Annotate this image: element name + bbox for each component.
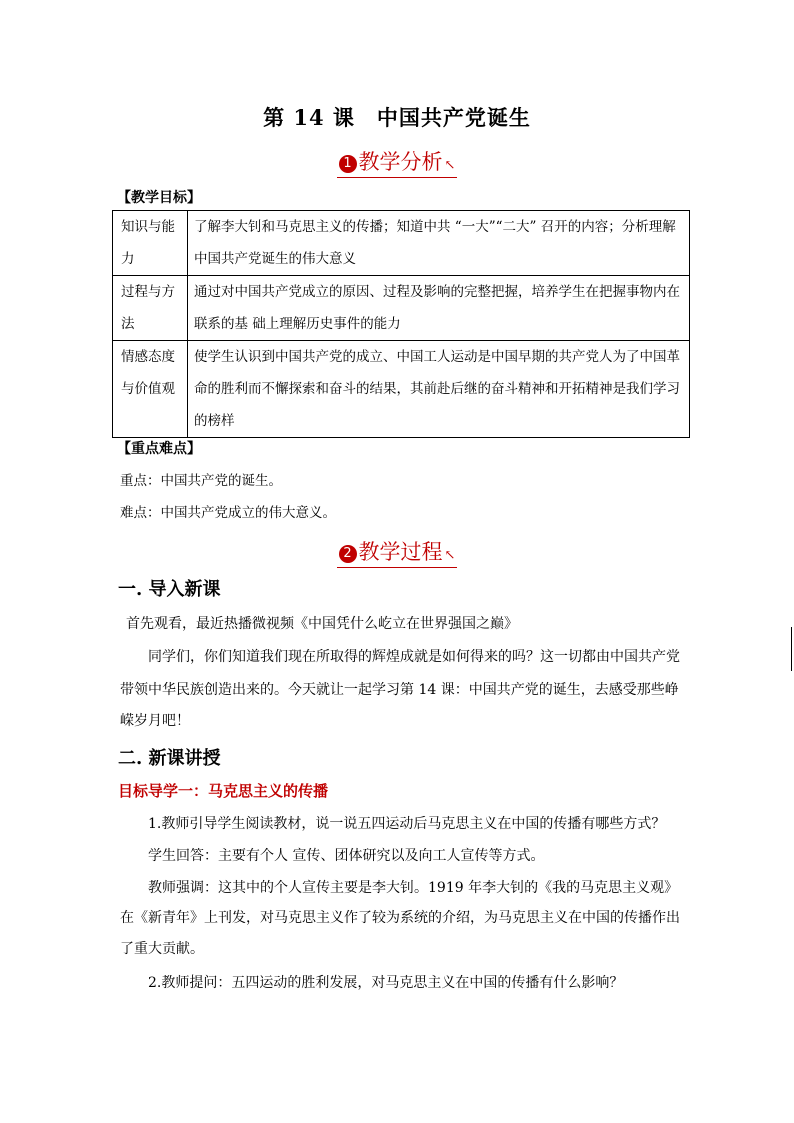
paragraph: 在《新青年》上刊发，对马克思主义作了较为系统的介绍，为马克思主义在中国的传播作出 [120, 910, 680, 926]
number-badge-2: 2 [339, 545, 357, 563]
paragraph: 2.教师提问：五四运动的胜利发展，对马克思主义在中国的传播有什么影响？ [148, 975, 624, 991]
row-value: 了解李大钊和马克思主义的传播；知道中共 “一大”“二大” 召开的内容；分析理解中国共产党诞生的伟大意义 [188, 211, 690, 276]
paragraph: 1.教师引导学生阅读教材，说一说五四运动后马克思主义在中国的传播有哪些方式？ [148, 816, 666, 832]
paragraph: 学生回答：主要有个人 宣传、团体研究以及向工人宣传等方式。 [148, 848, 545, 864]
section-heading-process [0, 536, 794, 568]
paragraph: 了重大贡献。 [120, 941, 204, 957]
paragraph: 带领中华民族创造出来的。今天就让一起学习第 14 课：中国共产党的诞生，去感受那些峥 [120, 682, 679, 698]
row-key: 情感态度与价值观 [113, 341, 188, 438]
difficult-point: 难点：中国共产党成立的伟大意义。 [120, 505, 336, 521]
scrollbar-marker[interactable] [791, 627, 792, 671]
number-badge-1: 1 [339, 155, 357, 173]
objectives-table [112, 210, 690, 438]
objectives-label: 【教学目标】 [117, 190, 201, 206]
paragraph: 教师强调：这其中的个人宣传主要是李大钊。1919 年李大钊的《我的马克思主义观》 [148, 880, 679, 896]
row-value: 使学生认识到中国共产党的成立、中国工人运动是中国早期的共产党人为了中国革命的胜利而不懈探索和奋斗的结果，其前赴后继的奋斗精神和开拓精神是我们学习的榜样 [188, 341, 690, 438]
keypoints-label: 【重点难点】 [117, 441, 201, 457]
table-row [113, 211, 690, 276]
paragraph: 嵘岁月吧！ [120, 713, 190, 729]
lesson-title: 第 14 课 中国共产党诞生 [263, 105, 531, 130]
table-row [113, 276, 690, 341]
goal-heading: 目标导学一：马克思主义的传播 [118, 782, 329, 800]
table-row [113, 341, 690, 438]
section-title: 教学分析 [358, 150, 443, 174]
key-point: 重点：中国共产党的诞生。 [120, 473, 282, 489]
row-value: 通过对中国共产党成立的原因、过程及影响的完整把握，培养学生在把握事物内在联系的基 础上理解历史事件的能力 [188, 276, 690, 341]
paragraph: 首先观看，最近热播微视频《中国凭什么屹立在世界强国之巅》 [126, 616, 518, 632]
heading-new-lesson: 二. 新课讲授 [118, 748, 221, 769]
row-key: 过程与方法 [113, 276, 188, 341]
paragraph: 同学们，你们知道我们现在所取得的辉煌成就是如何得来的吗？这一切都由中国共产党 [148, 649, 680, 665]
flourish-icon: ↖ [444, 548, 456, 563]
flourish-icon: ↖ [444, 158, 456, 173]
row-key: 知识与能力 [113, 211, 188, 276]
section-title: 教学过程 [358, 540, 443, 564]
heading-intro: 一. 导入新课 [118, 579, 221, 600]
section-heading-analysis [0, 146, 794, 178]
